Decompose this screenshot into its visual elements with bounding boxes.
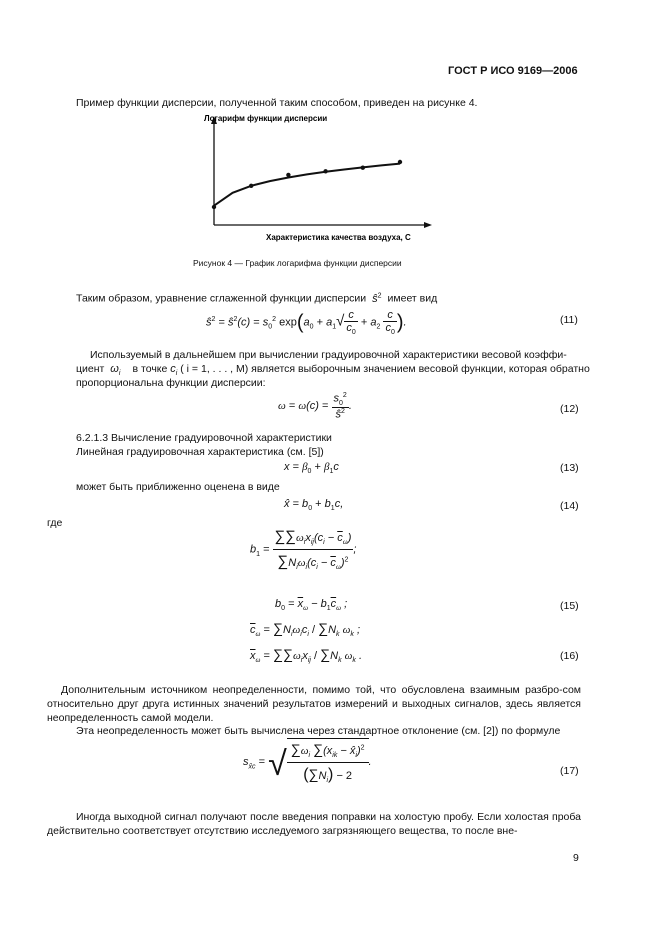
data-point — [323, 169, 327, 173]
equation-number-13: (13) — [560, 462, 579, 474]
equation-17: $s_{x̂c}$ = √ $\frac{\sum\omega_i \sum(x_{ik} - x̂_i)^2}{(\sum N_i) - 2}$ . — [243, 738, 372, 786]
equation-13: $x = \beta_0 + \beta_1c$ — [284, 461, 339, 476]
equation-15: $b_0 = \overline{x}_\omega - b_1\overline{c}_\omega$ ; — [275, 598, 348, 613]
x-axis-arrow — [424, 222, 432, 228]
section-heading: 6.2.1.3 Вычисление градуировочной характеристики — [76, 432, 332, 444]
data-point — [286, 173, 290, 177]
weight-word-coef: циент — [76, 363, 105, 375]
intro-paragraph: Пример функции дисперсии, полученной таким способом, приведен на рисунке 4. — [76, 97, 478, 109]
data-point — [361, 165, 365, 169]
fit-curve — [214, 164, 400, 206]
equation-number-11: (11) — [560, 314, 578, 326]
c-bar-formula: $\overline{c}_\omega = \sum N_i\omega_ic_i / \sum N_k$ $\omega_k$ ; — [250, 620, 361, 639]
equation-number-15: (15) — [560, 600, 579, 612]
data-point — [398, 160, 402, 164]
smooth-text: Таким образом, уравнение сглаженной функции дисперсии — [76, 292, 367, 305]
b1-formula: $b_1$ = $\frac{\sum\sum\omega_ix_{ij}(c_i - \overline{c}_\omega)}{\sum N_i\omega_i(c_i - \overline{c}_\omega)^2}$ ; — [250, 528, 357, 572]
data-point — [212, 205, 216, 209]
weight-line-1: Используемый в дальнейшем при вычислении градуировочной характеристики весовой коэффи- — [90, 349, 567, 361]
equation-number-17: (17) — [560, 765, 579, 777]
smooth-paragraph — [76, 289, 437, 306]
weight-word-point: в точке — [132, 363, 168, 375]
where-label: где — [47, 517, 63, 529]
equation-number-14: (14) — [560, 500, 579, 512]
weight-word-rest: ( i = 1, . . . , M) является выборочным значением весовой функции, которая обратно — [180, 363, 590, 375]
data-point — [249, 184, 253, 188]
equation-12: ω = ω(c) = $\frac{s_0^2}{ŝ^2}$ . — [278, 392, 352, 421]
c-i: $c_i$ — [170, 363, 178, 378]
standard-header: ГОСТ Р ИСО 9169—2006 — [448, 65, 578, 77]
linear-paragraph: Линейная градуировочная характеристика (см. [5]) — [76, 446, 324, 458]
omega-i: $\omega_i$ — [107, 363, 121, 378]
variance-chart — [200, 112, 440, 247]
weight-line-3: пропорциональна функции дисперсии: — [76, 377, 266, 389]
blank-sample-paragraph: Иногда выходной сигнал получают после введения поправки на холостую пробу. Если холостая проба действительно соответствует отсутствию исследуемого загрязняющего вещества, то после вне- — [47, 811, 581, 837]
equation-number-12: (12) — [560, 403, 579, 415]
y-axis-label: Логарифм функции дисперсии — [204, 114, 328, 123]
page-number: 9 — [573, 852, 579, 864]
figure-caption: Рисунок 4 — График логарифма функции дисперсии — [193, 258, 402, 268]
extra-uncertainty-paragraph: Дополнительным источником неопределенности, помимо той, что обусловлена взаимным разбро-сом относительно друг друга истинных значений результатов измерений и выходных сигналов, здесь является неопределенность самой модели. — [47, 684, 581, 724]
s-hat-squared: $ŝ^2$ — [369, 292, 382, 305]
equation-16: $\overline{x}_\omega = \sum\sum\omega_ix_{ij} / \sum N_k$ $\omega_k$ . — [250, 646, 363, 665]
std-paragraph: Эта неопределенность может быть вычислена через стандартное отклонение (см. [2]) по формуле — [76, 725, 561, 737]
equation-11: $ŝ^2$ = $ŝ^2(c) = s_0^2$ $\exp(a_0 + a_1√$ $\frac{c}{c_0}$ + $a_2$ $\frac{c}{c_0}$ ). — [206, 309, 407, 337]
equation-number-16: (16) — [560, 650, 579, 662]
x-axis-label: Характеристика качества воздуха, С — [266, 233, 411, 242]
estimate-paragraph: может быть приближенно оценена в виде — [76, 481, 280, 493]
equation-14: x̂ = $b_0 + b_1c$, — [284, 498, 344, 513]
smooth-text-tail: имеет вид — [387, 292, 438, 305]
